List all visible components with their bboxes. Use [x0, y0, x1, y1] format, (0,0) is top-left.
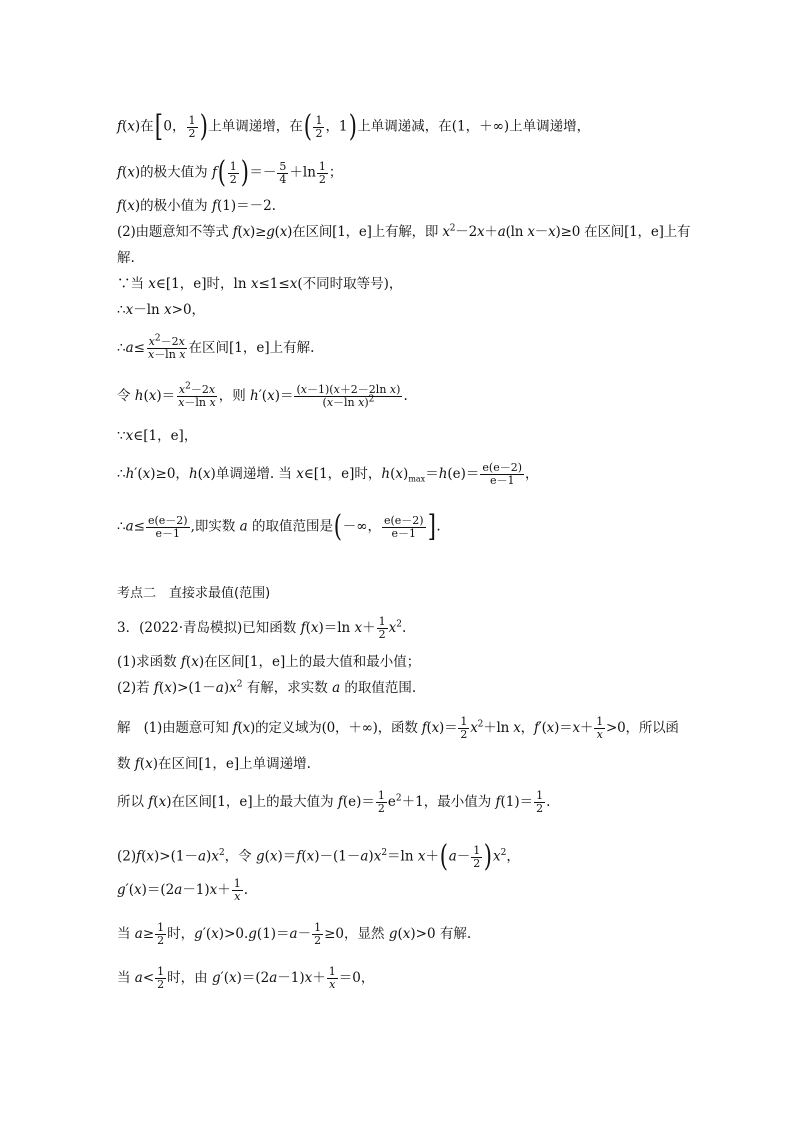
text-line-12: ∴a≤ $\frac{e(e-2)}{e-1}$ ,即实数 a 的取值范围是(－∞， $\frac{e(e-2)}{e-1}$ ]. [117, 509, 441, 544]
text-line-5: 解. [117, 250, 135, 266]
text-line-4: (2)由题意知不等式 f(x)≥g(x)在区间[1，e]上有解，即 $x^2-2x+a(\ln$ x－x)≥0 在区间[1，e]上有 [117, 223, 691, 240]
solution-line-4: $(2)f(x)>(1-a)x^2$，令 $g(x)=f(x)-(1-a)x^2=\ln$ x＋(a－ $\frac{1}{2}$ )$x^2$， [117, 839, 520, 874]
problem-3-part-2: (2)若 $f(x)>(1-a)x^2$ 有解，求实数 a 的取值范围. [117, 679, 417, 696]
problem-3-statement: 3．(2022·青岛模拟)已知函数 f(x)＝ln x＋ $\frac{1}{2}$ $x^2$. [117, 615, 407, 641]
text-line-7: ∴x－ln x>0， [117, 302, 206, 318]
solution-line-1: 解 (1)由题意可知 f(x)的定义域为(0，＋∞)，函数 f(x)＝ $\frac{1}{2}$ $x^2+\ln$ x，f′(x)＝x＋ $\frac{1}{x}$ >0，所以函 [117, 715, 679, 741]
solution-line-2: 数 f(x)在区间[1，e]上单调递增. [117, 756, 311, 772]
section-heading: 考点二 直接求最值(范围) [117, 586, 271, 601]
text-line-11: ∴h′(x)≥0，h(x)单调递增. 当 x∈[1，e]时，$h(x)_{max}=h(e)=$ $\frac{e(e-2)}{e-1}$ ， [117, 461, 539, 487]
text-line-6: ∵当 x∈[1，e]时，ln x≤1≤x(不同时取等号)， [117, 276, 403, 292]
text-line-9: 令 h(x)＝ $\frac{x^2-2x}{\text{x－ln x}}$ ，则 h′(x)＝ $\frac{\text{(x－1)(x＋2－2ln x)}}{(x-\ln x)^2}$ . [117, 381, 408, 409]
text-line-3: f(x)的极小值为 f(1)＝－2. [117, 198, 276, 214]
text-line-2: f(x)的极大值为 f( $\frac{1}{2}$ )＝－ $\frac{5}{4}$ ＋ln $\frac{1}{2}$ ； [117, 155, 343, 190]
solution-line-3: 所以 f(x)在区间[1，e]上的最大值为 f(e)＝ $\frac{1}{2}$ $e^2+1$，最小值为 f(1)＝ $\frac{1}{2}$ . [117, 789, 551, 815]
text-line-8: ∴a≤ $\frac{x^2-2x}{\text{x－ln x}}$ 在区间[1，e]上有解. [117, 333, 315, 361]
text-line-10: ∵x∈[1，e]， [117, 428, 198, 444]
problem-3-part-1: (1)求函数 f(x)在区间[1，e]上的最大值和最小值； [117, 654, 421, 670]
solution-line-5: g′(x)＝(2a－1)x＋ $\frac{1}{x}$ . [117, 877, 249, 903]
solution-line-6: 当 a≥ $\frac{1}{2}$ 时，g′(x)>0.g(1)＝a－ $\frac{1}{2}$ ≥0，显然 g(x)>0 有解. [117, 921, 472, 947]
text-line-1: f(x)在[0， $\frac{1}{2}$ )上单调递增，在( $\frac{1}{2}$ ，1)上单调递减，在(1，＋∞)上单调递增， [117, 109, 591, 144]
solution-line-7: 当 a< $\frac{1}{2}$ 时，由 g′(x)＝(2a－1)x＋ $\frac{1}{x}$ ＝0， [117, 965, 375, 991]
